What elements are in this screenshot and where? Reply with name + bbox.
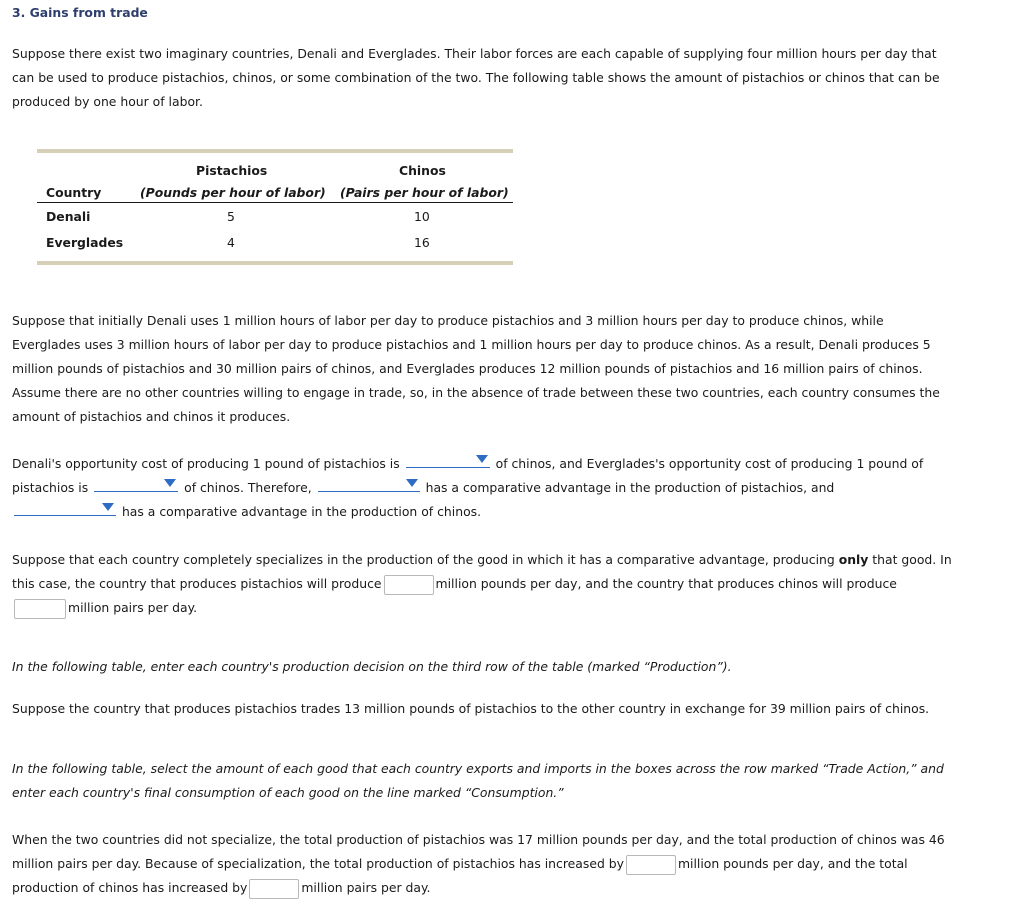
opp-text: of chinos. Therefore, [184,480,312,495]
header-country: Country [46,185,102,200]
opportunity-cost-paragraph [12,452,922,524]
intro-paragraph [12,42,940,114]
denali-opp-cost-dropdown[interactable] [406,452,490,468]
spec-text: this case, the country that produces pistachios will produce [12,576,382,591]
row-chinos: 10 [414,209,430,224]
instruction-line: enter each country's final consumption of each good on the line marked “Consumption.” [12,785,564,800]
specialization-paragraph [12,548,952,620]
gains-line: When the two countries did not specialize, the total production of pistachios was 17 million pounds per day, and the total production of chinos was 46 [12,832,945,847]
spec-emphasis: only [838,552,869,567]
opp-text: Denali's opportunity cost of producing 1 pound of pistachios is [12,456,400,471]
row-pistachios: 4 [227,235,235,250]
chinos-advantage-dropdown[interactable] [14,500,116,516]
chevron-down-icon [476,455,488,463]
intro-line: produced by one hour of labor. [12,94,203,109]
opp-text: has a comparative advantage in the production of pistachios, and [425,480,835,495]
scenario-line: amount of pistachios and chinos it produces. [12,409,291,424]
everglades-opp-cost-dropdown[interactable] [94,476,178,492]
production-instruction: In the following table, enter each country's production decision on the third row of the table (marked “Production”). [12,659,732,674]
spec-text: million pounds per day, and the country that produces chinos will produce [435,576,897,591]
intro-line: Suppose there exist two imaginary countries, Denali and Everglades. Their labor forces are each capable of supplying four million hours per day that [12,46,937,61]
header-pistachios: Pistachios [196,163,268,178]
chinos-production-input[interactable] [14,599,66,619]
scenario-line: Assume there are no other countries willing to engage in trade, so, in the absence of trade between these two countries, each country consumes the [12,385,940,400]
table-bottom-rule [37,261,513,265]
table-top-rule [37,149,513,153]
gains-paragraph [12,828,945,900]
opp-text: pistachios is [12,480,89,495]
chinos-increase-input[interactable] [249,879,299,899]
table-header-rule [37,202,513,203]
chevron-down-icon [406,479,418,487]
row-country: Everglades [46,235,124,250]
header-chinos-unit: (Pairs per hour of labor) [340,185,509,200]
opp-text: of chinos, and Everglades's opportunity cost of producing 1 pound of [495,456,924,471]
row-pistachios: 5 [227,209,235,224]
spec-text: Suppose that each country completely specializes in the production of the good in which it has a comparative advantage, producing [12,552,839,567]
gains-text: million pairs per day. Because of specialization, the total production of pistachios has increased by [12,856,624,871]
header-pistachios-unit: (Pounds per hour of labor) [140,185,326,200]
question-title: 3. Gains from trade [12,5,148,20]
spec-text: that good. In [868,552,952,567]
pistachio-production-input[interactable] [384,575,434,595]
gains-text: production of chinos has increased by [12,880,248,895]
trade-instruction [12,757,944,805]
spec-text: million pairs per day. [68,600,198,615]
pistachio-advantage-dropdown[interactable] [318,476,420,492]
header-chinos: Chinos [399,163,446,178]
gains-text: million pairs per day. [301,880,431,895]
scenario-line: Everglades uses 3 million hours of labor per day to produce pistachios and 1 million hours per day to produce chinos. As a result, Denali produces 5 [12,337,931,352]
pistachio-increase-input[interactable] [626,855,676,875]
row-country: Denali [46,209,91,224]
chevron-down-icon [164,479,176,487]
scenario-line: million pounds of pistachios and 30 million pairs of chinos, and Everglades produces 12 million pounds of pistachios and 16 million pairs of chinos. [12,361,923,376]
trade-statement: Suppose the country that produces pistachios trades 13 million pounds of pistachios to the other country in exchange for 39 million pairs of chinos. [12,701,930,716]
intro-line: can be used to produce pistachios, chinos, or some combination of the two. The following table shows the amount of pistachios or chinos that can be [12,70,940,85]
chevron-down-icon [102,503,114,511]
gains-text: million pounds per day, and the total [677,856,908,871]
row-chinos: 16 [414,235,430,250]
scenario-line: Suppose that initially Denali uses 1 million hours of labor per day to produce pistachios and 3 million hours per day to produce chinos, while [12,313,884,328]
productivity-table [37,149,513,265]
opp-text: has a comparative advantage in the production of chinos. [121,504,482,519]
scenario-paragraph [12,309,940,429]
instruction-line: In the following table, select the amount of each good that each country exports and imports in the boxes across the row marked “Trade Action,” and [12,761,944,776]
